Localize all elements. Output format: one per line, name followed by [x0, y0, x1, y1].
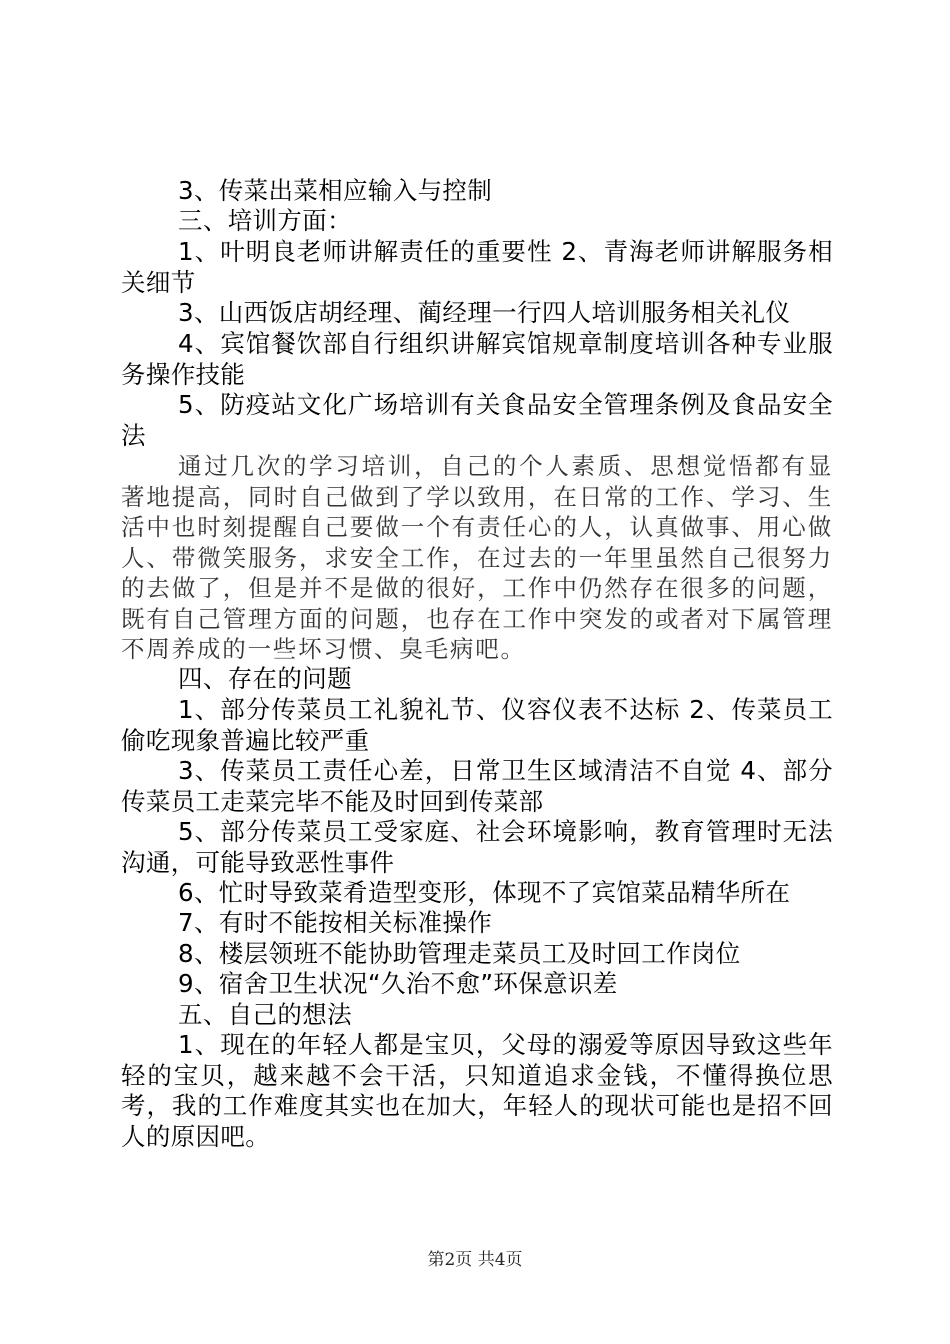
paragraph-control: 3、传菜出菜相应输入与控制	[178, 176, 493, 205]
paragraph-problem-1: 1、部分传菜员工礼貌礼节、仪容仪表不达标 2、传菜员工偷吃现象普遍比较严重	[121, 695, 833, 755]
paragraph-training-3: 3、山西饭店胡经理、蔺经理一行四人培训服务相关礼仪	[178, 298, 791, 327]
paragraph-problem-9: 9、宿舍卫生状况“久治不愈”环保意识差	[178, 969, 618, 998]
paragraph-problem-5: 5、部分传菜员工受家庭、社会环境影响，教育管理时无法沟通，可能导致恶性事件	[121, 817, 833, 877]
paragraph-training-1: 1、叶明良老师讲解责任的重要性 2、青海老师讲解服务相关细节	[121, 237, 833, 297]
section-heading-training: 三、培训方面：	[178, 206, 352, 235]
section-heading-thoughts: 五、自己的想法	[178, 1000, 352, 1029]
paragraph-thought-1: 1、现在的年轻人都是宝贝，父母的溺爱等原因导致这些年轻的宝贝，越来越不会干活，只知道追求金钱，不懂得换位思考，我的工作难度其实也在加大，年轻人的现状可能也是招不回人的原因吧。	[121, 1030, 833, 1151]
paragraph-problem-7: 7、有时不能按相关标准操作	[178, 908, 493, 937]
paragraph-training-5: 5、防疫站文化广场培训有关食品安全管理条例及食品安全法	[121, 390, 833, 450]
paragraph-training-summary: 通过几次的学习培训，自己的个人素质、思想觉悟都有显著地提高，同时自己做到了学以致用，在日常的工作、学习、生活中也时刻提醒自己要做一个有责任心的人，认真做事、用心做人、带微笑服务，求安全工作，在过去的一年里虽然自己很努力的去做了，但是并不是做的很好，工作中仍然存在很多的问题，既有自己管理方面的问题，也存在工作中突发的或者对下属管理不周养成的一些坏习惯、臭毛病吧。	[121, 452, 833, 663]
paragraph-training-4: 4、宾馆餐饮部自行组织讲解宾馆规章制度培训各种专业服务操作技能	[121, 329, 833, 389]
paragraph-problem-8: 8、楼层领班不能协助管理走菜员工及时回工作岗位	[178, 939, 741, 968]
page-footer: 第2页 共4页	[427, 1250, 523, 1270]
paragraph-problem-3: 3、传菜员工责任心差，日常卫生区域清洁不自觉 4、部分传菜员工走菜完毕不能及时回到传菜部	[121, 756, 833, 816]
section-heading-problems: 四、存在的问题	[178, 664, 352, 693]
paragraph-problem-6: 6、忙时导致菜肴造型变形，体现不了宾馆菜品精华所在	[178, 878, 791, 907]
